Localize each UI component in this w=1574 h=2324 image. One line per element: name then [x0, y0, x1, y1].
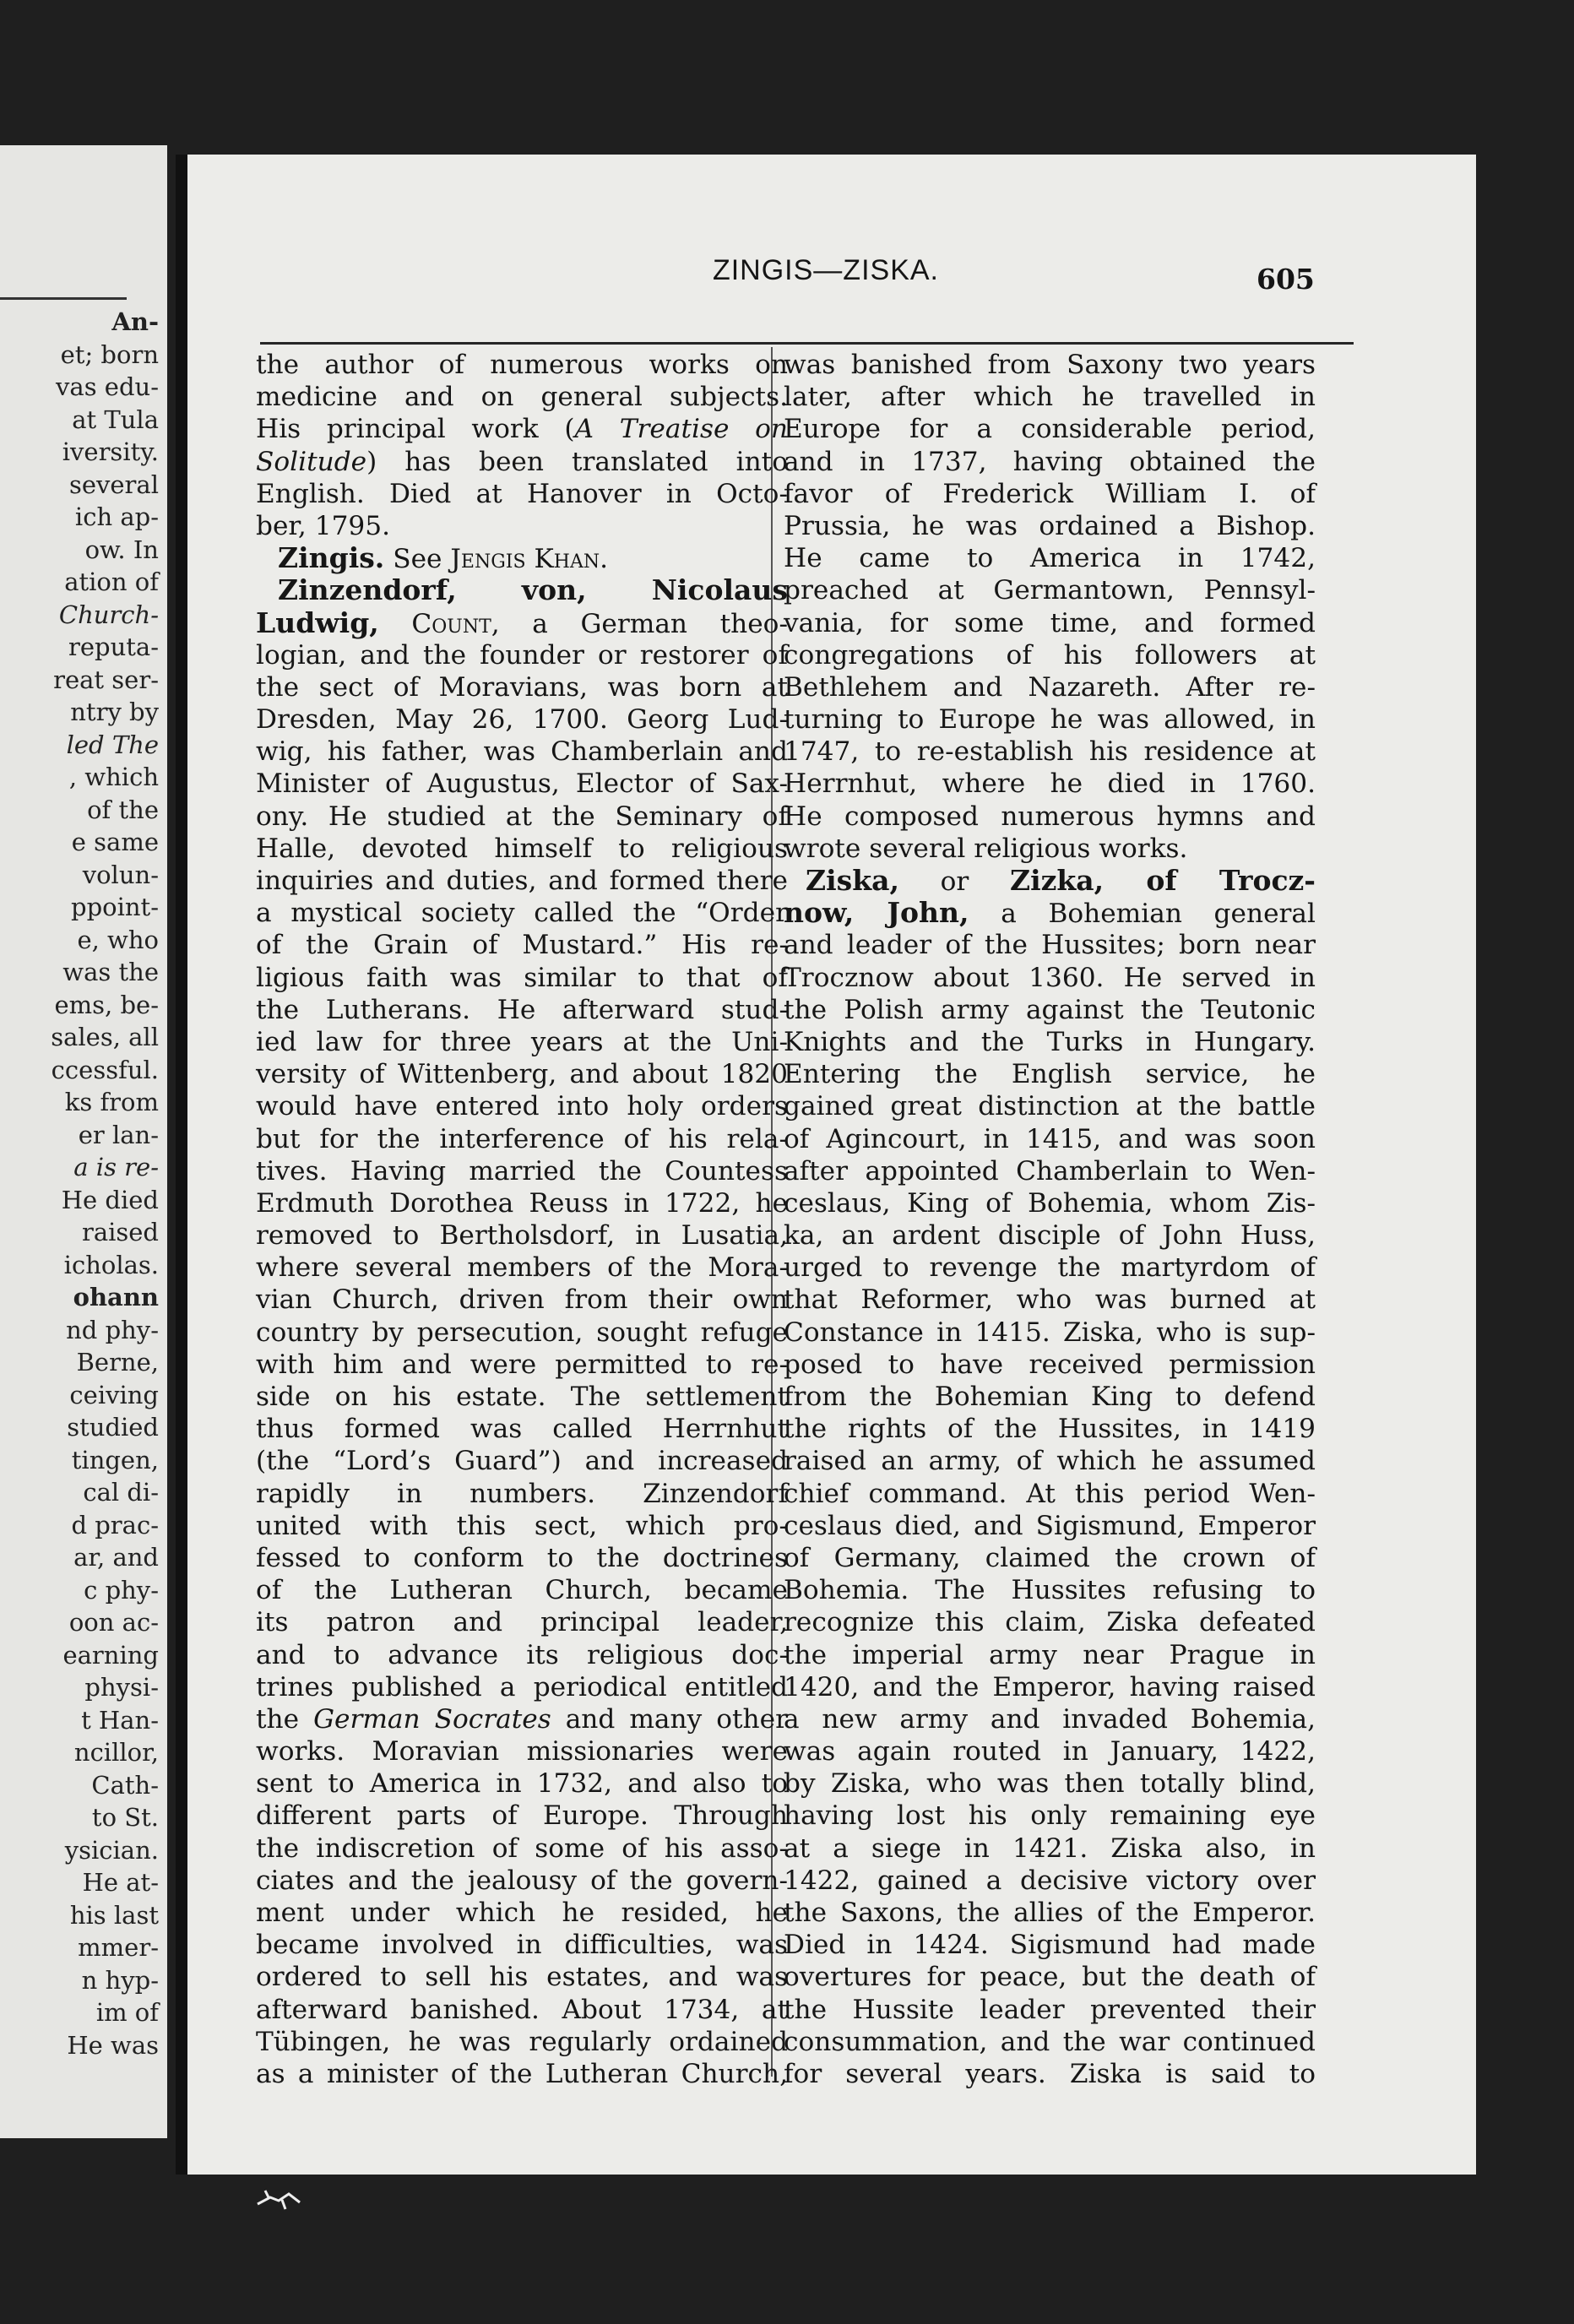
text-line: Halle, devoted himself to religious: [256, 833, 788, 864]
text-line: ony. He studied at the Seminary of: [256, 801, 788, 832]
text-line: the author of numerous works on: [256, 350, 788, 380]
text-line: wrote several religious works.: [784, 833, 1188, 864]
page-header: [176, 254, 1476, 305]
facing-page-line: Church-: [58, 600, 159, 629]
text-line: 1422, gained a decisive victory over: [784, 1865, 1316, 1896]
facing-page-line: ation of: [64, 567, 159, 596]
text-line: the German Socrates and many other: [256, 1703, 788, 1735]
facing-page-line: a is re-: [73, 1153, 159, 1181]
text-line: was again routed in January, 1422,: [784, 1736, 1316, 1767]
text-line: ciates and the jealousy of the govern-: [256, 1865, 788, 1896]
facing-page-line: e same: [71, 828, 159, 856]
text-line: Constance in 1415. Ziska, who is sup-: [784, 1317, 1316, 1348]
text-line: its patron and principal leader,: [256, 1607, 788, 1638]
text-line: and in 1737, having obtained the: [784, 446, 1316, 477]
facing-page-line: nd phy-: [66, 1315, 159, 1344]
text-line: ceslaus died, and Sigismund, Emperor: [784, 1510, 1316, 1541]
header-rule: [260, 342, 1354, 345]
text-line: logian, and the founder or restorer of: [256, 639, 788, 671]
text-line: turning to Europe he was allowed, in: [784, 704, 1316, 736]
facing-page-line: iversity.: [62, 437, 159, 466]
text-line: overtures for peace, but the death of: [784, 1962, 1316, 1993]
facing-page-line: ich ap-: [74, 502, 159, 531]
facing-page-line: physi-: [84, 1673, 159, 1702]
text-line: ber, 1795.: [256, 510, 391, 541]
text-line: later, after which he travelled in: [784, 382, 1316, 413]
text-line: where several members of the Mora-: [256, 1252, 788, 1284]
text-line: tives. Having married the Countess: [256, 1155, 788, 1186]
text-line: for several years. Ziska is said to: [784, 2058, 1316, 2089]
facing-page-line: vas edu-: [56, 372, 159, 401]
facing-page-line: of the: [87, 795, 159, 824]
text-line: Solitude) has been translated into: [256, 446, 788, 477]
facing-page-line: ccessful.: [51, 1055, 159, 1084]
text-line: ceslaus, King of Bohemia, whom Zis-: [784, 1187, 1316, 1219]
text-line: Ludwig, Count, a German theo-: [256, 605, 788, 639]
text-line: recognize this claim, Ziska defeated: [784, 1607, 1316, 1638]
text-line: Dresden, May 26, 1700. Georg Lud-: [256, 704, 788, 736]
facing-page-line: im of: [95, 1998, 159, 2027]
facing-page-line: ks from: [64, 1088, 159, 1116]
facing-page-line: reputa-: [68, 633, 159, 661]
facing-page-line: , which: [68, 763, 159, 791]
text-line: and leader of the Hussites; born near: [784, 930, 1316, 961]
facing-page-line: An-: [111, 307, 159, 336]
text-line: Erdmuth Dorothea Reuss in 1722, he: [256, 1187, 788, 1219]
text-line: of the Lutheran Church, became: [256, 1575, 788, 1606]
text-line: Knights and the Turks in Hungary.: [784, 1026, 1316, 1057]
text-line: but for the interference of his rela-: [256, 1123, 788, 1154]
text-line: (the “Lord’s Guard”) and increased: [256, 1446, 788, 1477]
text-line: congregations of his followers at: [784, 639, 1316, 671]
text-line: afterward banished. About 1734, at: [256, 1994, 788, 2025]
text-line: was banished from Saxony two years: [784, 350, 1316, 380]
facing-page-line: sales, all: [51, 1023, 159, 1051]
text-line: vania, for some time, and formed: [784, 607, 1316, 638]
text-line: Europe for a considerable period,: [784, 414, 1316, 445]
facing-page-line: tingen,: [71, 1445, 159, 1474]
facing-page-line: led The: [66, 730, 159, 759]
text-line: Entering the English service, he: [784, 1059, 1316, 1090]
text-line: of Germany, claimed the crown of: [784, 1542, 1316, 1573]
text-line: gained great distinction at the battle: [784, 1091, 1316, 1122]
facing-page-rule: [0, 297, 127, 300]
text-line: medicine and on general subjects.: [256, 382, 788, 413]
dictionary-page: [176, 155, 1476, 2175]
facing-page-line: ceiving: [69, 1380, 159, 1409]
text-line: ied law for three years at the Uni-: [256, 1026, 788, 1057]
text-line: removed to Bertholsdorf, in Lusatia,: [256, 1220, 788, 1252]
text-line: 1420, and the Emperor, having raised: [784, 1671, 1316, 1702]
text-line: Ziska, or Zizka, of Trocz-: [806, 864, 1316, 897]
column-left: [256, 349, 788, 2090]
text-line: the indiscretion of some of his asso-: [256, 1833, 788, 1864]
text-line: the Lutherans. He afterward stud-: [256, 994, 788, 1025]
facing-page-line: raised: [81, 1218, 159, 1246]
text-line: Prussia, he was ordained a Bishop.: [784, 510, 1316, 541]
text-line: after appointed Chamberlain to Wen-: [784, 1155, 1316, 1186]
facing-page-line: reat ser-: [53, 665, 159, 694]
text-line: favor of Frederick William I. of: [784, 478, 1316, 509]
facing-page-line: cal di-: [83, 1478, 159, 1507]
facing-page-line: He was: [67, 2030, 159, 2060]
text-line: the imperial army near Prague in: [784, 1639, 1316, 1670]
facing-page-line: e, who: [77, 925, 159, 954]
facing-page-fragment: [0, 145, 167, 2138]
text-line: He composed numerous hymns and: [784, 801, 1316, 832]
text-line: Minister of Augustus, Elector of Sax-: [256, 768, 788, 800]
text-line: trines published a periodical entitled: [256, 1671, 788, 1702]
facing-page-line: at Tula: [72, 405, 159, 434]
text-line: posed to have received permission: [784, 1349, 1316, 1380]
facing-page-text: [0, 306, 159, 2061]
text-line: at a siege in 1421. Ziska also, in: [784, 1833, 1316, 1864]
text-line: that Reformer, who was burned at: [784, 1284, 1316, 1316]
facing-page-line: ppoint-: [71, 893, 159, 921]
text-line: He came to America in 1742,: [784, 543, 1316, 574]
text-line: from the Bohemian King to defend: [784, 1382, 1316, 1412]
text-line: Trocznow about 1360. He served in: [784, 962, 1316, 993]
text-line: became involved in difficulties, was: [256, 1930, 788, 1961]
facing-page-line: his last: [69, 1900, 159, 1930]
facing-page-line: mmer-: [78, 1933, 159, 1962]
text-line: Bethlehem and Nazareth. After re-: [784, 671, 1316, 703]
text-line: having lost his only remaining eye: [784, 1800, 1316, 1832]
text-line: a new army and invaded Bohemia,: [784, 1703, 1316, 1735]
text-line: by Ziska, who was then totally blind,: [784, 1768, 1316, 1800]
facing-page-line: er lan-: [78, 1120, 159, 1149]
text-line: as a minister of the Lutheran Church,: [256, 2058, 788, 2089]
text-line: country by persecution, sought refuge: [256, 1317, 788, 1348]
facing-page-line: studied: [67, 1413, 159, 1442]
text-line: ka, an ardent disciple of John Huss,: [784, 1220, 1316, 1252]
text-line: and to advance its religious doc-: [256, 1639, 788, 1670]
text-line: urged to revenge the martyrdom of: [784, 1252, 1316, 1284]
text-line: the Saxons, the allies of the Emperor.: [784, 1898, 1316, 1928]
facing-page-line: et; born: [60, 339, 159, 369]
facing-page-line: Berne,: [76, 1348, 159, 1376]
text-line: ligious faith was similar to that of: [256, 962, 788, 993]
facing-page-line: Cath-: [91, 1770, 159, 1800]
text-line: the rights of the Hussites, in 1419: [784, 1414, 1316, 1445]
text-line: now, John, a Bohemian general: [784, 896, 1316, 930]
text-line: His principal work (A Treatise on: [256, 414, 788, 445]
facing-page-line: He died: [61, 1185, 159, 1214]
facing-page-line: ncillor,: [73, 1738, 159, 1767]
text-line: Herrnhut, where he died in 1760.: [784, 768, 1316, 800]
text-line: Zingis. See Jengis Khan.: [278, 541, 609, 575]
text-line: would have entered into holy orders: [256, 1091, 788, 1122]
running-head: ZINGIS—ZISKA.: [712, 254, 940, 286]
facing-page-line: several: [68, 470, 159, 499]
text-line: the Hussite leader prevented their: [784, 1994, 1316, 2025]
text-line: Tübingen, he was regularly ordained: [256, 2026, 788, 2057]
text-line: vian Church, driven from their own: [256, 1284, 788, 1316]
facing-page-line: ems, be-: [54, 990, 159, 1019]
facing-page-line: ar, and: [73, 1543, 159, 1572]
text-line: with him and were permitted to re-: [256, 1349, 788, 1380]
facing-page-line: ntry by: [70, 698, 159, 726]
facing-page-line: d prac-: [71, 1510, 159, 1539]
facing-page-line: volun-: [82, 860, 159, 889]
text-line: works. Moravian missionaries were: [256, 1736, 788, 1767]
text-line: ment under which he resided, he: [256, 1898, 788, 1928]
facing-page-line: earning: [62, 1640, 159, 1670]
text-line: united with this sect, which pro-: [256, 1510, 788, 1541]
text-line: raised an army, of which he assumed: [784, 1446, 1316, 1477]
text-line: consummation, and the war continued: [784, 2026, 1316, 2057]
column-right: [784, 349, 1316, 2090]
facing-page-line: to St.: [91, 1803, 159, 1832]
text-line: Died in 1424. Sigismund had made: [784, 1930, 1316, 1961]
text-line: preached at Germantown, Pennsyl-: [784, 575, 1316, 606]
text-line: wig, his father, was Chamberlain and: [256, 736, 788, 768]
facing-page-line: ysician.: [64, 1835, 159, 1865]
facing-page-line: ohann: [73, 1283, 159, 1311]
facing-page-line: icholas.: [63, 1250, 159, 1279]
text-line: rapidly in numbers. Zinzendorf: [256, 1478, 788, 1509]
page-number: 605: [1256, 263, 1315, 296]
text-line: thus formed was called Herrnhut: [256, 1414, 788, 1445]
facing-page-line: ow. In: [84, 535, 159, 564]
text-line: different parts of Europe. Through: [256, 1800, 788, 1832]
facing-page-line: was the: [62, 958, 159, 986]
text-line: side on his estate. The settlement: [256, 1382, 788, 1412]
text-line: inquiries and duties, and formed there: [256, 866, 788, 896]
text-line: Zinzendorf, von, Nicolaus: [278, 573, 788, 607]
film-speck-mark: [253, 2187, 304, 2213]
text-line: English. Died at Hanover in Octo-: [256, 478, 788, 509]
text-line: chief command. At this period Wen-: [784, 1478, 1316, 1509]
text-line: fessed to conform to the doctrines: [256, 1542, 788, 1573]
text-line: versity of Wittenberg, and about 1820: [256, 1059, 788, 1090]
text-line: Bohemia. The Hussites refusing to: [784, 1575, 1316, 1606]
text-line: of the Grain of Mustard.” His re-: [256, 930, 788, 961]
text-line: of Agincourt, in 1415, and was soon: [784, 1123, 1316, 1154]
facing-page-line: n hyp-: [81, 1965, 159, 1995]
text-line: ordered to sell his estates, and was: [256, 1962, 788, 1993]
text-line: 1747, to re-establish his residence at: [784, 736, 1316, 768]
text-line: the sect of Moravians, was born at: [256, 671, 788, 703]
facing-page-line: He at-: [82, 1868, 159, 1897]
facing-page-line: c phy-: [84, 1575, 159, 1605]
facing-page-line: oon ac-: [68, 1608, 159, 1637]
text-line: sent to America in 1732, and also to: [256, 1768, 788, 1800]
text-line: the Polish army against the Teutonic: [784, 994, 1316, 1025]
facing-page-line: t Han-: [81, 1705, 159, 1735]
text-line: a mystical society called the “Order: [256, 898, 788, 929]
